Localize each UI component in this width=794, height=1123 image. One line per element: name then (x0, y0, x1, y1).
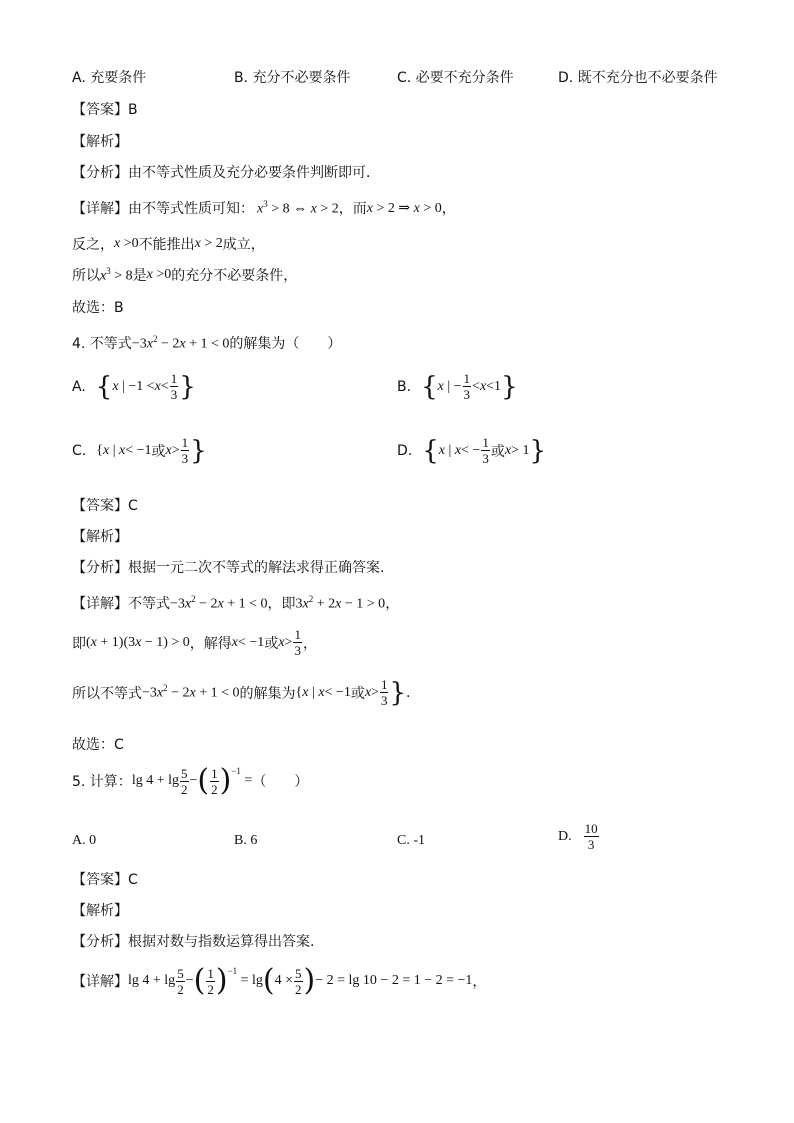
q5-option-d: D. $\frac{10}{3}$ (558, 821, 598, 852)
q4-xiangjie-solution: 所以不等式 $-3x^2 - 2x + 1 < 0$ 的解集为 { x | x < −1 或 x > $\frac{1}{3}$ } . (72, 677, 411, 708)
q5-option-a: A. 0 (72, 833, 97, 848)
q3-option-a: A. 充要条件 (72, 70, 147, 86)
q3-line-conclusion: 所以 $x^3 > 8$ 是 x >0 的充分不必要条件， (72, 265, 298, 284)
q5-stem: 5. 计算： lg 4 + lg $\frac{5}{2}$ − ( $\frac{1}{2}$ ) $^{-1}$ = （ ） (72, 763, 309, 798)
q4-xiangjie: 【详解】 不等式 $-3x^2 - 2x + 1 < 0$ ，即 $3x^2 + 2x - 1 > 0$ ， (72, 593, 400, 612)
q5-option-c: C. -1 (397, 833, 425, 848)
q3-choose: 故选：B (72, 300, 124, 316)
q3-fenxi: 【分析】由不等式性质及充分必要条件判断即可． (72, 165, 380, 181)
q3-option-c: C. 必要不充分条件 (397, 70, 514, 86)
q4-analysis-heading: 【解析】 (72, 529, 128, 545)
q3-xiangjie: 【详解】 由不等式性质可知： $x^3 > 8$ ⇔ x > 2 ，而 x > 2 ⇒ x > 0 ， (72, 198, 456, 217)
q5-analysis-heading: 【解析】 (72, 903, 128, 919)
q4-option-a: A. { x | −1 < x < $\frac{1}{3}$ } (72, 371, 196, 402)
q4-choose: 故选：C (72, 737, 124, 753)
q4-answer: 【答案】C (72, 498, 138, 514)
q5-option-b: B. 6 (234, 833, 258, 848)
q5-answer: 【答案】C (72, 872, 138, 888)
q4-xiangjie-factor: 即 (x + 1)(3x − 1) > 0 ，解得 x < −1 或 x > $\frac{1}{3}$ ， (72, 627, 317, 658)
q4-option-d: D. { x | x < − $\frac{1}{3}$ 或 x > 1 } (397, 435, 546, 466)
q3-analysis-heading: 【解析】 (72, 134, 128, 150)
q5-xiangjie: 【详解】 lg 4 + lg $\frac{5}{2}$ − ( $\frac{1}{2}$ ) $^{-1}$ = lg ( 4 × $\frac{5}{2}$ ) − 2 = lg 10 − 2 = 1 − 2 = −1 ， (72, 963, 487, 998)
q4-stem: 4. 不等式 $-3x^2 - 2x + 1 < 0$ 的解集为（ ） (72, 333, 342, 352)
q3-option-b: B. 充分不必要条件 (234, 70, 351, 86)
q4-option-b: B. { x | − $\frac{1}{3}$ < x <1 } (397, 371, 518, 402)
q3-answer: 【答案】B (72, 102, 138, 118)
q5-fenxi: 【分析】根据对数与指数运算得出答案. (72, 934, 315, 950)
q4-option-c: C. { x | x < −1 或 x > $\frac{1}{3}$ } (72, 435, 207, 466)
q3-option-d: D. 既不充分也不必要条件 (558, 70, 718, 86)
q3-line-converse: 反之， x >0 不能推出 x > 2 成立， (72, 236, 265, 253)
q4-fenxi: 【分析】根据一元二次不等式的解法求得正确答案. (72, 560, 385, 576)
